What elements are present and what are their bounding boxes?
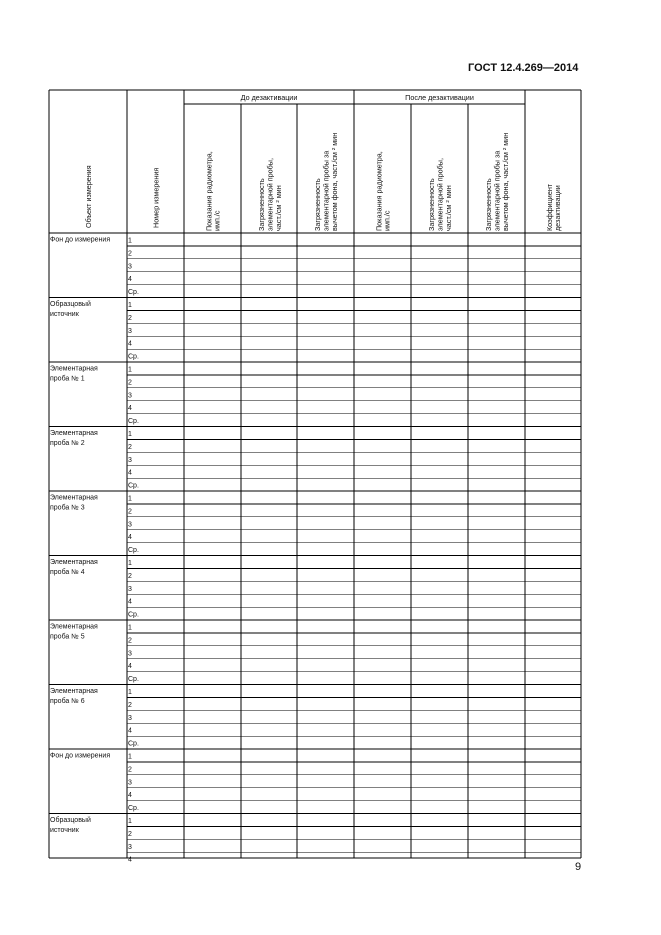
measurement-number: 1: [128, 624, 132, 632]
page-number: 9: [575, 861, 582, 873]
measurement-number: 3: [128, 263, 132, 271]
measurement-number: 3: [128, 456, 132, 464]
object-label: Элементарная: [50, 494, 98, 502]
measurement-number: 2: [128, 250, 132, 258]
measurement-number: 3: [128, 779, 132, 787]
measurement-number: Ср.: [128, 418, 139, 426]
object-label: проба № 3: [50, 504, 85, 512]
measurement-number: 2: [128, 766, 132, 774]
header-contamination-after: част./см ² мин: [443, 185, 453, 231]
measurement-number: Ср.: [128, 611, 139, 619]
object-label: Элементарная: [50, 365, 98, 373]
measurement-number: 2: [128, 379, 132, 387]
object-label: проба № 4: [50, 569, 85, 576]
header-contamination-net-before: элементарной пробы за: [321, 150, 331, 231]
object-label: Элементарная: [50, 688, 98, 695]
measurement-number: 3: [128, 392, 132, 400]
measurement-number: 4: [128, 663, 132, 671]
object-label: Элементарная: [50, 559, 98, 566]
header-contamination-net-after: Загрязненность: [484, 178, 494, 231]
measurement-number: 1: [128, 302, 132, 309]
measurement-number: 1: [128, 495, 132, 503]
measurement-number: Ср.: [128, 547, 139, 555]
header-contamination-net-after: вычетом фона, част./см ² мин: [500, 132, 510, 231]
measurement-number: 2: [128, 443, 132, 451]
object-label: Образцовый: [50, 301, 91, 308]
object-label: Фон до измерения: [50, 752, 111, 760]
measurement-number: Ср.: [128, 482, 139, 490]
header-measurement-number: Номер измерения: [151, 167, 161, 228]
measurement-number: 4: [128, 276, 132, 284]
measurement-number: 4: [128, 469, 132, 477]
measurement-number: 2: [128, 508, 132, 516]
object-label: Образцовый: [50, 817, 91, 824]
measurement-number: 3: [128, 327, 132, 335]
object-label: Элементарная: [50, 430, 98, 437]
header-contamination-before: элементарной пробы,: [265, 158, 275, 231]
header-coefficient: Коэффициент: [544, 183, 554, 231]
object-label: проба № 5: [50, 633, 85, 641]
measurement-number: 2: [128, 572, 132, 580]
measurement-number: Ср.: [128, 353, 139, 361]
header-object: Объект измерения: [84, 165, 93, 228]
measurement-number: 2: [128, 314, 132, 322]
header-after-decontamination: После дезактивации: [405, 93, 474, 102]
header-contamination-net-after: элементарной пробы за: [492, 150, 502, 231]
measurement-number: 3: [128, 585, 132, 593]
object-label: проба № 1: [50, 375, 85, 383]
measurement-number: Ср.: [128, 289, 139, 297]
measurement-number: 1: [128, 560, 132, 567]
object-label: источник: [50, 827, 79, 834]
measurement-number: 1: [128, 753, 132, 761]
measurement-number: 1: [128, 366, 132, 374]
header-coefficient: дезактивации: [553, 185, 563, 231]
measurement-number: 3: [128, 650, 132, 658]
measurement-number: 4: [128, 405, 132, 413]
header-contamination-after: Загрязненность: [427, 178, 437, 231]
header-contamination-net-before: Загрязненность: [313, 178, 323, 231]
measurement-number: 1: [128, 689, 132, 696]
header-radiometer-after: имп./с: [382, 210, 392, 231]
header-radiometer-after: Показания радиометра,: [374, 151, 384, 231]
header-before-decontamination: До дезактивации: [240, 93, 298, 102]
measurement-number: 2: [128, 830, 132, 838]
measurement-number: 4: [128, 340, 132, 348]
document-header: ГОСТ 12.4.269—2014: [468, 62, 579, 74]
measurement-number: 1: [128, 431, 132, 438]
measurement-number: 3: [128, 521, 132, 529]
measurement-number: 3: [128, 714, 132, 722]
header-contamination-before: част./см ² мин: [273, 185, 283, 231]
measurement-number: 2: [128, 637, 132, 645]
object-label: Фон до измерения: [50, 236, 111, 244]
measurement-number: Ср.: [128, 805, 139, 813]
measurement-number: 4: [128, 727, 132, 735]
header-radiometer-before: имп./с: [212, 210, 222, 231]
measurement-number: 4: [128, 792, 132, 800]
measurement-number: 4: [128, 856, 132, 864]
object-label: источник: [50, 311, 79, 318]
measurement-number: 4: [128, 534, 132, 542]
header-contamination-after: элементарной пробы,: [435, 158, 445, 231]
object-label: проба № 2: [50, 440, 85, 447]
measurement-number: 4: [128, 598, 132, 606]
measurement-number: 1: [128, 237, 132, 245]
header-contamination-before: Загрязненность: [257, 178, 267, 231]
measurement-number: 2: [128, 701, 132, 709]
measurement-number: Ср.: [128, 676, 139, 684]
object-label: Элементарная: [50, 623, 98, 631]
object-label: проба № 6: [50, 698, 85, 705]
measurement-number: Ср.: [128, 740, 139, 748]
measurement-number: 3: [128, 843, 132, 851]
measurement-number: 1: [128, 818, 132, 825]
header-radiometer-before: Показания радиометра,: [204, 151, 214, 231]
header-contamination-net-before: вычетом фона, част./см ² мин: [329, 132, 339, 231]
